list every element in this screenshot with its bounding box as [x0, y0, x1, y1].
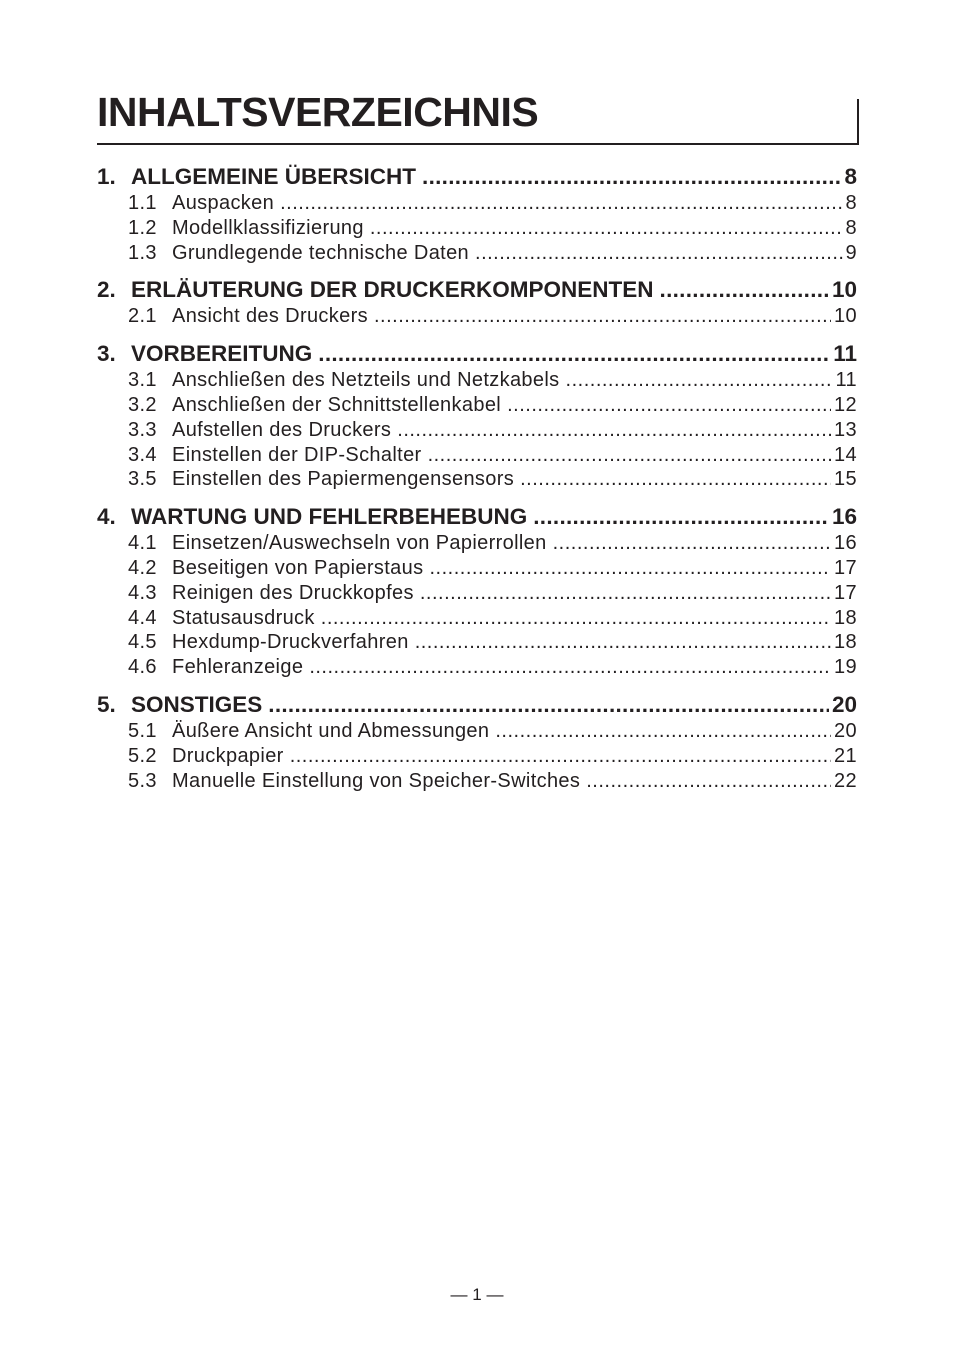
- toc-entry-subsection[interactable]: [97, 467, 857, 492]
- toc-page-number: 11: [833, 341, 857, 367]
- toc-leader-dots: [660, 276, 829, 304]
- toc-entry-subsection[interactable]: [97, 630, 857, 655]
- toc-leader-dots: [374, 304, 831, 329]
- toc-leader-dots: [415, 630, 831, 655]
- toc-page-number: 12: [834, 393, 857, 416]
- toc-subsection-title: Äußere Ansicht und Abmessungen: [172, 719, 490, 742]
- toc-page-number: 10: [834, 305, 857, 328]
- toc-subsection-number: 4.5: [128, 631, 157, 654]
- toc-leader-dots: [429, 556, 831, 581]
- toc-page-number: 14: [834, 443, 857, 466]
- toc-leader-dots: [533, 503, 829, 531]
- toc-leader-dots: [318, 340, 830, 368]
- toc-entry-subsection[interactable]: [97, 304, 857, 329]
- toc-subsection-number: 3.3: [128, 418, 157, 441]
- toc-subsection-title: Anschließen der Schnittstellenkabel: [172, 393, 502, 416]
- toc-subsection-number: 4.1: [128, 532, 157, 555]
- toc-entry-section[interactable]: [97, 340, 857, 368]
- toc-entry-subsection[interactable]: [97, 556, 857, 581]
- toc-leader-dots: [495, 719, 831, 744]
- toc-section-title: WARTUNG UND FEHLERBEHEBUNG: [131, 504, 528, 530]
- toc-entry-subsection[interactable]: [97, 655, 857, 680]
- toc-page-number: 18: [834, 631, 857, 654]
- toc-section-number: 1.: [97, 164, 116, 189]
- toc-page-number: 16: [831, 504, 857, 530]
- toc-subsection-title: Aufstellen des Druckers: [172, 418, 392, 441]
- toc-leader-dots: [268, 691, 829, 719]
- toc-subsection-number: 1.3: [128, 241, 157, 264]
- toc-entry-subsection[interactable]: [97, 443, 857, 468]
- toc-entry-subsection[interactable]: [97, 418, 857, 443]
- toc-entry-subsection[interactable]: [97, 581, 857, 606]
- toc-leader-dots: [420, 581, 831, 606]
- toc-subsection-title: Grundlegende technische Daten: [172, 241, 470, 264]
- page-title: INHALTSVERZEICHNIS: [97, 89, 539, 135]
- toc-leader-dots: [520, 467, 831, 492]
- toc-leader-dots: [370, 216, 843, 241]
- toc-subsection-title: Ansicht des Druckers: [172, 305, 368, 328]
- toc-section-1: [97, 163, 857, 265]
- toc-section-title: ALLGEMEINE ÜBERSICHT: [131, 164, 417, 189]
- toc-entry-subsection[interactable]: [97, 769, 857, 794]
- toc-subsection-number: 4.3: [128, 581, 157, 604]
- toc-leader-dots: [309, 655, 831, 680]
- table-of-contents: [97, 163, 857, 793]
- toc-subsection-title: Einsetzen/Auswechseln von Papierrollen: [172, 532, 547, 555]
- toc-page-number: 20: [834, 719, 857, 742]
- toc-section-number: 5.: [97, 691, 116, 717]
- toc-section-title: SONSTIGES: [131, 691, 263, 717]
- toc-leader-dots: [507, 393, 831, 418]
- toc-subsection-number: 3.2: [128, 393, 157, 416]
- toc-subsection-number: 1.1: [128, 192, 157, 214]
- toc-leader-dots: [397, 418, 831, 443]
- toc-subsection-title: Hexdump-Druckverfahren: [172, 631, 409, 654]
- toc-subsection-number: 3.5: [128, 468, 157, 491]
- toc-entry-subsection[interactable]: [97, 393, 857, 418]
- toc-leader-dots: [290, 744, 831, 769]
- toc-subsection-title: Manuelle Einstellung von Speicher-Switches: [172, 769, 581, 792]
- toc-subsection-title: Modellklassifizierung: [172, 216, 364, 239]
- toc-subsection-title: Einstellen des Papiermengensensors: [172, 468, 515, 491]
- toc-section-number: 2.: [97, 277, 116, 303]
- toc-page-number: 8: [845, 192, 857, 214]
- toc-page-number: 11: [835, 369, 857, 392]
- toc-subsection-number: 2.1: [128, 305, 157, 328]
- toc-subsection-title: Reinigen des Druckkopfes: [172, 581, 414, 604]
- toc-entry-section[interactable]: [97, 691, 857, 719]
- toc-subsection-number: 3.1: [128, 369, 157, 392]
- toc-section-2: [97, 276, 857, 329]
- toc-page-number: 9: [845, 241, 857, 264]
- toc-leader-dots: [475, 241, 843, 266]
- toc-page-number: 18: [834, 606, 857, 629]
- toc-subsection-title: Statusausdruck: [172, 606, 315, 629]
- toc-page-number: 8: [844, 164, 857, 189]
- toc-entry-subsection[interactable]: [97, 606, 857, 631]
- toc-subsection-number: 5.3: [128, 769, 157, 792]
- toc-page-number: 22: [834, 769, 857, 792]
- title-underline: [97, 143, 859, 145]
- toc-subsection-number: 4.4: [128, 606, 157, 629]
- page-number-footer: — 1 —: [450, 1285, 504, 1304]
- toc-subsection-title: Druckpapier: [172, 744, 284, 767]
- toc-leader-dots: [422, 163, 841, 191]
- toc-entry-subsection[interactable]: [97, 719, 857, 744]
- toc-subsection-number: 5.2: [128, 744, 157, 767]
- toc-entry-subsection[interactable]: [97, 216, 857, 241]
- toc-leader-dots: [566, 368, 833, 393]
- toc-leader-dots: [553, 531, 831, 556]
- toc-entry-subsection[interactable]: [97, 241, 857, 266]
- toc-leader-dots: [428, 443, 831, 468]
- toc-section-number: 3.: [97, 341, 116, 367]
- toc-subsection-number: 4.2: [128, 556, 157, 579]
- toc-page-number: 8: [845, 216, 857, 239]
- toc-section-3: [97, 340, 857, 492]
- toc-subsection-title: Fehleranzeige: [172, 656, 304, 679]
- toc-leader-dots: [321, 606, 831, 631]
- toc-subsection-number: 3.4: [128, 443, 157, 466]
- toc-leader-dots: [586, 769, 831, 794]
- toc-subsection-number: 5.1: [128, 719, 157, 742]
- toc-section-title: ERLÄUTERUNG DER DRUCKERKOMPONENTEN: [131, 277, 654, 303]
- toc-section-4: [97, 503, 857, 680]
- toc-subsection-number: 4.6: [128, 656, 157, 679]
- toc-page-number: 16: [834, 532, 857, 555]
- toc-page-number: 17: [834, 581, 857, 604]
- toc-entry-section[interactable]: [97, 163, 857, 191]
- toc-page-number: 17: [834, 556, 857, 579]
- toc-entry-subsection[interactable]: [97, 191, 857, 216]
- toc-entry-subsection[interactable]: [97, 744, 857, 769]
- toc-entry-subsection[interactable]: [97, 531, 857, 556]
- toc-section-title: VORBEREITUNG: [131, 341, 313, 367]
- toc-subsection-title: Beseitigen von Papierstaus: [172, 556, 424, 579]
- toc-subsection-title: Anschließen des Netzteils und Netzkabels: [172, 369, 560, 392]
- toc-subsection-number: 1.2: [128, 216, 157, 239]
- toc-page-number: 15: [834, 468, 857, 491]
- toc-subsection-title: Auspacken: [172, 192, 275, 214]
- toc-page-number: 19: [834, 656, 857, 679]
- toc-page-number: 21: [834, 744, 857, 767]
- toc-entry-section[interactable]: [97, 276, 857, 304]
- toc-page-number: 13: [834, 418, 857, 441]
- title-right-rule: [857, 99, 859, 145]
- toc-leader-dots: [280, 191, 842, 216]
- toc-entry-subsection[interactable]: [97, 368, 857, 393]
- toc-entry-section[interactable]: [97, 503, 857, 531]
- toc-subsection-title: Einstellen der DIP-Schalter: [172, 443, 422, 466]
- toc-section-number: 4.: [97, 504, 116, 530]
- toc-page-number: 20: [831, 691, 857, 717]
- toc-page-number: 10: [831, 277, 857, 303]
- toc-section-5: [97, 691, 857, 793]
